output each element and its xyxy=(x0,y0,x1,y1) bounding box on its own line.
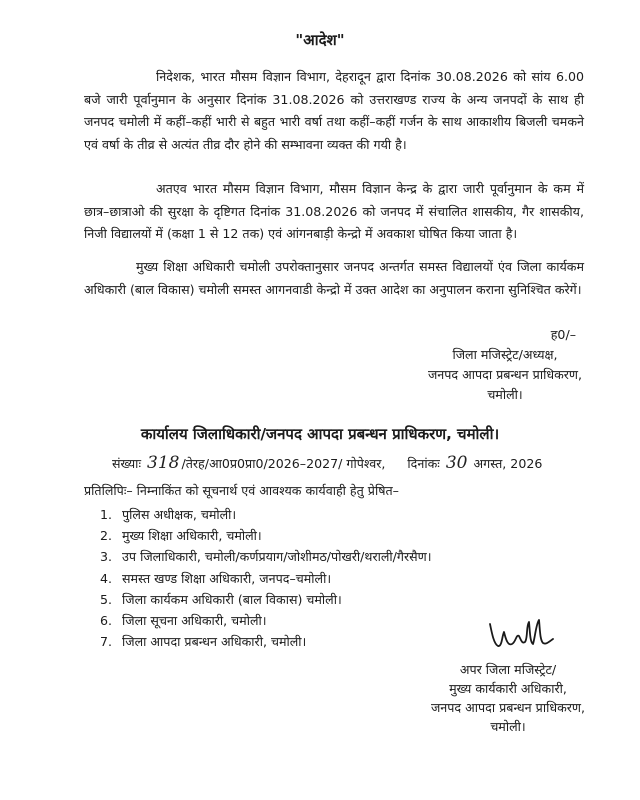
order-paragraph-2: अतएव भारत मौसम विज्ञान विभाग, मौसम विज्ञान केन्द्र के द्वारा जारी पूर्वानुमान के कम में छात्र–छात्राओ की सुरक्षा के दृष्टिगत दिनांक 31.08.2026 को जनपद में संचालित शासकीय, गैर शासकीय, निजी विद्यालयों में (कक्षा 1 से 12 तक) एवं आंगनबाड़ी केन्द्रो में अवकाश घोषित किया जाता है। xyxy=(84,181,584,241)
date-day: 30 xyxy=(445,453,468,473)
office-title: कार्यालय जिलाधिकारी/जनपद आपदा प्रबन्धन प्राधिकरण, चमोली। xyxy=(140,425,500,443)
list-item: 7. जिला आपदा प्रबन्धन अधिकारी, चमोली। xyxy=(100,634,307,650)
order-paragraph-3: मुख्य शिक्षा अधिकारी चमोली उपरोक्तानुसार जनपद अन्तर्गत समस्त विद्यालयों एंव जिला कार्यकम अधिकारी (बाल विकास) चमोली समस्त आगनवाडी केन्द्रो में उक्त आदेश का अनुपालन कराना सुनिश्चित करेगें। xyxy=(84,259,584,297)
signatory-district: चमोली। xyxy=(487,387,523,402)
list-item: 6. जिला सूचना अधिकारी, चमोली। xyxy=(100,612,267,628)
recipient-list xyxy=(100,504,520,652)
signed-mark: ह0/– xyxy=(550,327,576,342)
copy-intro: प्रतिलिपिः– निम्नाकिंत को सूचनार्थ एवं आवश्यक कार्यवाही हेतु प्रेषित– xyxy=(84,483,399,498)
signatory-role: मुख्य कार्यकारी अधिकारी, xyxy=(449,681,567,696)
list-item: 1. पुलिस अधीक्षक, चमोली। xyxy=(100,507,237,522)
list-item: 3. उप जिलाधिकारी, चमोली/कर्णप्रयाग/जोशीमठ/पोखरी/थराली/गैरसैण। xyxy=(100,549,432,565)
place-name: गोपेश्वर, xyxy=(346,456,386,471)
list-item: 5. जिला कार्यकम अधिकारी (बाल विकास) चमोली। xyxy=(100,591,342,607)
number-value: 318 xyxy=(147,453,180,473)
order-heading: "आदेश" xyxy=(295,31,345,49)
list-item: 2. मुख्य शिक्षा अधिकारी, चमोली। xyxy=(100,528,262,544)
date-month-year: अगस्त, 2026 xyxy=(473,456,543,471)
list-item: 4. समस्त खण्ड शिक्षा अधिकारी, जनपद–चमोली। xyxy=(100,570,332,586)
signatory-authority: जनपद आपदा प्रबन्धन प्राधिकरण, xyxy=(427,367,583,382)
signatory-designation: अपर जिला मजिस्ट्रेट/ xyxy=(459,662,557,677)
additional-magistrate-signature-block xyxy=(398,660,618,736)
signatory-authority: जनपद आपदा प्रबन्धन प्राधिकरण, xyxy=(430,700,586,715)
date-label: दिनांकः xyxy=(407,456,440,471)
handwritten-signature xyxy=(486,614,556,654)
reference-line xyxy=(112,454,612,473)
magistrate-signature-block xyxy=(390,325,620,405)
signatory-designation: जिला मजिस्ट्रेट/अध्यक्ष, xyxy=(452,347,558,362)
signatory-district: चमोली। xyxy=(490,719,526,734)
reference-code: /तेरह/आ0प्र0प्रा0/2026–2027/ xyxy=(181,456,343,471)
number-label: संख्याः xyxy=(112,456,141,471)
order-paragraph-1: निदेशक, भारत मौसम विज्ञान विभाग, देहरादून द्वारा दिनांक 30.08.2026 को सांय 6.00 बजे जारी पूर्वानुमान के अनुसार दिनांक 31.08.2026 को उत्तराखण्ड राज्य के अन्य जनपदों के साथ ही जनपद चमोली में कहीं–कहीं भारी से बहुत भारी वर्षा तथा कहीं–कहीं गर्जन के साथ आकाशीय बिजली चमकने एवं वर्षा के तीव्र से अत्यंत तीव्र दौर होने की सम्भावना व्यक्त की गयी है। xyxy=(84,69,584,152)
